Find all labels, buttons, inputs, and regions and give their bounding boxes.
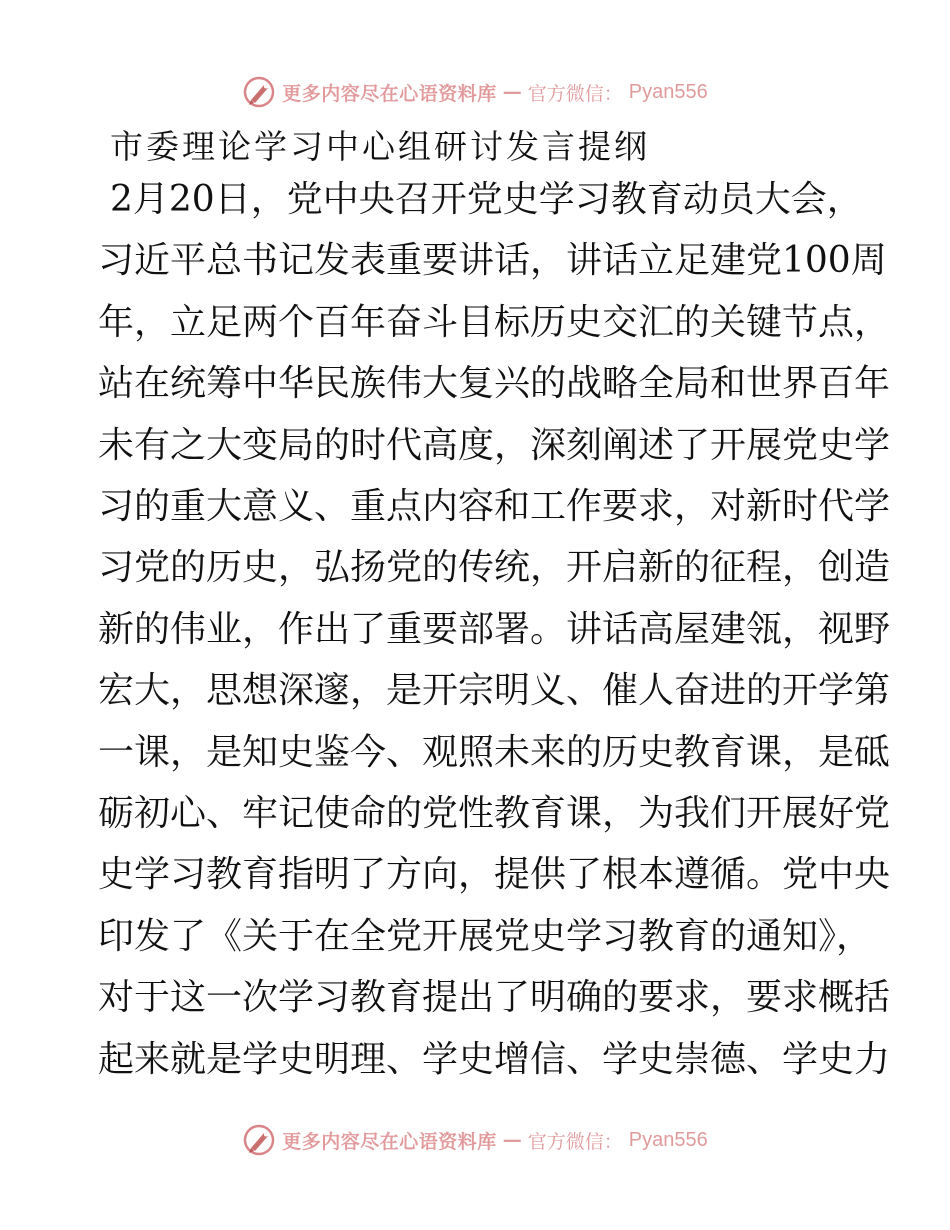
body-line: 印发了《关于在全党开展党史学习教育的通知》，	[98, 916, 873, 957]
body-line: 年，立足两个百年奋斗目标历史交汇的关键节点，	[98, 302, 891, 343]
watermark-official-label: 官方微信：	[527, 82, 623, 105]
body-line: 习近平总书记发表重要讲话，讲话立足建党100周	[98, 240, 887, 281]
body-line: 未有之大变局的时代高度，深刻阐述了开展党史学	[98, 425, 891, 466]
watermark-official-label: 官方微信：	[527, 1130, 623, 1153]
header-watermark	[0, 72, 950, 112]
watermark-wechat-id: Pyan556	[628, 1128, 708, 1151]
watermark-text: 更多内容尽在心语资料库	[282, 1130, 497, 1153]
body-line: 新的伟业，作出了重要部署。讲话高屋建瓴，视野	[98, 609, 891, 650]
watermark-text: 更多内容尽在心语资料库	[282, 82, 497, 105]
footer-watermark	[0, 1120, 950, 1160]
body-line: 对于这一次学习教育提出了明确的要求，要求概括	[98, 977, 891, 1018]
body-line: 史学习教育指明了方向，提供了根本遵循。党中央	[98, 854, 891, 895]
pen-logo-icon	[242, 75, 276, 109]
body-line: 砺初心、牢记使命的党性教育课，为我们开展好党	[98, 793, 891, 834]
document-title: 市委理论学习中心组研讨发言提纲	[110, 127, 650, 166]
body-line: 习党的历史，弘扬党的传统，开启新的征程，创造	[98, 547, 891, 588]
body-line: 习的重大意义、重点内容和工作要求，对新时代学	[98, 486, 891, 527]
watermark-dash: —	[502, 1129, 522, 1151]
watermark-wechat-id: Pyan556	[628, 80, 708, 103]
body-line: 宏大，思想深邃，是开宗明义、催人奋进的开学第	[98, 670, 891, 711]
body-line: 起来就是学史明理、学史增信、学史崇德、学史力	[98, 1039, 891, 1080]
body-line: 一课，是知史鉴今、观照未来的历史教育课，是砥	[98, 732, 891, 773]
body-line: 2月20日，党中央召开党史学习教育动员大会，	[110, 179, 863, 220]
body-line: 站在统筹中华民族伟大复兴的战略全局和世界百年	[98, 363, 891, 404]
pen-logo-icon	[242, 1123, 276, 1157]
watermark-dash: —	[502, 81, 522, 103]
